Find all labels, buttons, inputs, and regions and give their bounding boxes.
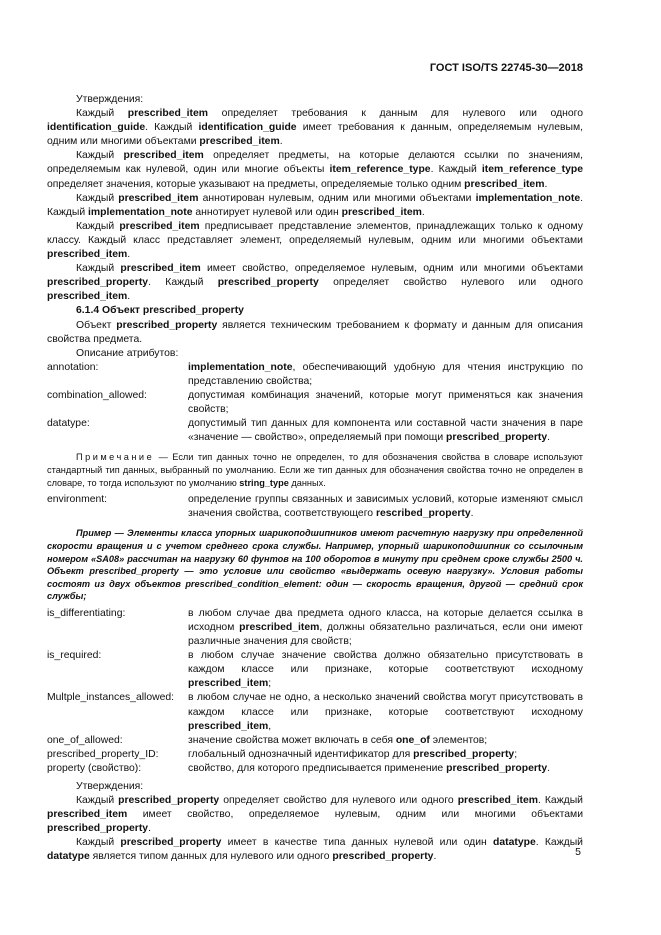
statements-heading: Утверждения: (76, 781, 144, 792)
paragraph: Каждый prescribed_item определяет предметы, на которые делаются ссылки по значениям, определяемым как нулевой, один или многие объекты item_reference_type. Каждый item_reference_type определяет значения, которые указывают на предметы, определяемые только одним prescribed_item. (47, 150, 583, 190)
attribute-is-required: is_required: в любом случае значение свойства должно обязательно присутствовать в каждом классе или признаке, которые соответствуют исходному prescribed_item; (47, 650, 583, 690)
attribute-prescribed-property-id: prescribed_property_ID: глобальный однозначный идентификатор для prescribed_property; (47, 748, 518, 760)
paragraph: Каждый prescribed_item определяет требования к данным для нулевого или одного identification_guide. Каждый identification_guide имеет требования к данным, определяемым нулевым, одним или многими объектами prescribed_item. (47, 108, 584, 148)
paragraph: Каждый prescribed_item аннотирован нулевым, одним или многими объектами implementation_note. Каждый implementation_note аннотирует нулевой или один prescribed_item. (47, 192, 583, 218)
page-number: 5 (575, 846, 581, 858)
paragraph: Каждый prescribed_property имеет в качестве типа данных нулевой или один datatype. Каждый datatype является типом данных для нулевого или одного prescribed_property. (47, 837, 583, 863)
attribute-datatype: datatype: допустимый тип данных для компонента или составной части значения в паре «значение — свойство», определяемый при помощи prescribed_property. (47, 418, 583, 444)
note: Примечание — Если тип данных точно не определен, то для обозначения свойства в словаре используют стандартный тип данных, выбранный по умолчанию. Если же тип данных для обозначения свойства точно не определен в словаре, то тогда используют по умолчанию string_type данных. (47, 452, 583, 488)
paragraph: Каждый prescribed_item имеет свойство, определяемое нулевым, одним или многими объектами prescribed_property. Каждый prescribed_property определяет свойство нулевого или одного prescribed_item. (47, 263, 583, 303)
attribute-is-differentiating: is_differentiating: в любом случае два предмета одного класса, на которые делается ссылка в исходном prescribed_item, должны обязательно различаться, если они имеют различные значения для свойств; (47, 607, 583, 648)
paragraph: Объект prescribed_property является техническим требованием к формату и данным для описания свойства предмета. (47, 319, 583, 345)
paragraph: Каждый prescribed_item предписывает представление элементов, принадлежащих только к одному классу. Каждый класс представляет элемент, определяемый нулевым, одним или многими объектами prescribed_item. (47, 220, 583, 261)
attribute-environment: environment: определение группы связанных и зависимых условий, которые изменяют смысл значения свойства, соответствующего rescribed_property. (47, 494, 583, 520)
attribute-one-of-allowed: one_of_allowed: значение свойства может включать в себя one_of элементов; (47, 734, 488, 746)
section-title: 6.1.4 Объект prescribed_property (76, 305, 244, 317)
attribute-annotation: annotation: implementation_note, обеспечивающий удобную для чтения инструкцию по представлению свойства; (47, 361, 583, 387)
attribute-multiple-instances-allowed: Multple_instances_allowed: в любом случае не одно, а несколько значений свойства могут присутствовать в каждом классе или признаке, которые соответствуют исходному prescribed_item, (47, 692, 583, 732)
paragraph: Каждый prescribed_property определяет свойство для нулевого или одного prescribed_item. Каждый prescribed_item имеет свойство, определяемое нулевым, одним или многими объектами prescribed_property. (47, 795, 583, 835)
document-code: ГОСТ ISO/TS 22745-30—2018 (429, 62, 583, 74)
page-content (47, 93, 583, 865)
attributes-heading: Описание атрибутов: (76, 347, 179, 359)
attribute-combination-allowed: combination_allowed: допустимая комбинация значений, которые могут применяться как значения свойств; (47, 389, 583, 416)
example: Пример — Элементы класса упорных шарикоподшипников имеют расчетную нагрузку при определенной скорости вращения и с учетом среднего срока службы. Например, упорный шарикоподшипник со ссылочным номером «SA08» рассчитан на нагрузку 60 фунтов на 100 оборотов в минуту при среднем сроке службы 2500 ч. Объект prescribed_property — это условие или свойство «выдержать осевую нагрузку». Условия работы состоят из двух объектов prescribed_condition_element: один — скорость вращения, другой — средний срок службы; (47, 528, 583, 602)
attribute-property: property (свойство): свойство, для которого предписывается применение prescribed_property. (47, 762, 551, 774)
statements-heading: Утверждения: (76, 94, 144, 105)
